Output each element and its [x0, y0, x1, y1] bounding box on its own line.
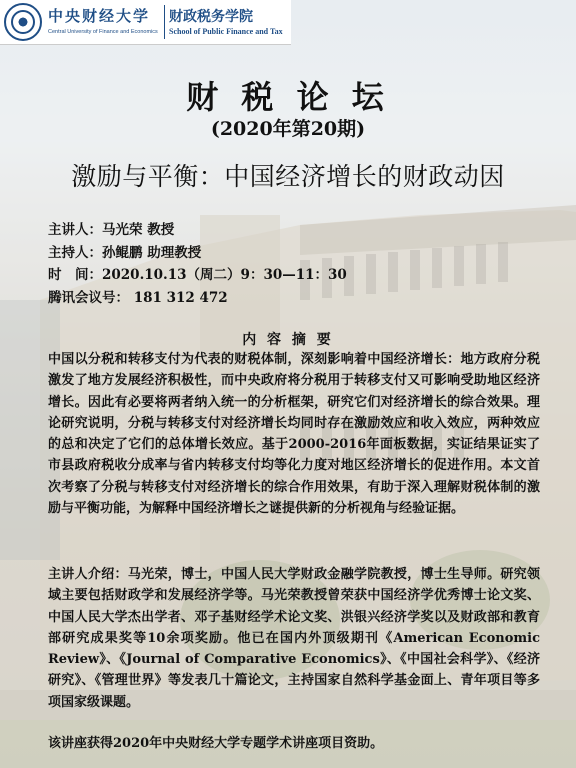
university-seal-icon [4, 3, 42, 41]
speaker-bio: 主讲人介绍：马光荣，博士，中国人民大学财政金融学院教授，博士生导师。研究领域主要包括财政学和发展经济学等。马光荣教授曾荣获中国经济学优秀博士论文奖、中国人民大学杰出学者、邓子基财经学术论文奖、洪银兴经济学奖以及财政部和教育部研究成果奖等10余项奖励。他已在国内外顶级期刊《American Economic Review》、《Journal of Comparative Economics》、《中国社会科学》、《经济研究》、《管理世界》等发表几十篇论文，主持国家自然科学基金面上、青年项目等多项国家级课题。 [48, 567, 540, 710]
header-logo-bar [0, 0, 291, 45]
lecture-details [48, 219, 347, 309]
lecture-topic: 激励与平衡：中国经济增长的财政动因 [71, 162, 505, 191]
meeting-id-line: 腾讯会议号： 181 312 472 [48, 289, 228, 306]
host-line: 主持人：孙鲲鹏 助理教授 [48, 244, 202, 261]
school-name-en: School of Public Finance and Tax [169, 27, 283, 36]
speaker-line: 主讲人：马光荣 教授 [48, 222, 175, 238]
university-name-en: Central University of Finance and Economics [48, 29, 158, 35]
abstract-heading: 内 容 摘 要 [242, 332, 334, 348]
abstract-text: 中国以分税和转移支付为代表的财税体制，深刻影响着中国经济增长：地方政府分税激发了地方发展经济积极性，而中央政府将分税用于转移支付又可影响受助地区经济增长。因此有必要将两者纳入统一的分析框架，研究它们对经济增长的综合效果。理论研究说明，分税与转移支付对经济增长均同时存在激励效应和收入效应，两种效应的总和决定了它们的总体增长效应。基于2000-2016年面板数据，实证结果证实了市县政府税收分成率与省内转移支付均等化力度对地区经济增长的促进作用。本文首次考察了分税与转移支付对经济增长的综合作用效果，有助于深入理解财税体制的激励与平衡功能，为解释中国经济增长之谜提供新的分析视角与经验证据。 [48, 352, 540, 517]
issue-number: (2020年第20期) [210, 118, 366, 140]
university-name-cn: 中央财经大学 [48, 7, 151, 25]
time-line: 时 间：2020.10.13（周二）9：30—11：30 [48, 267, 347, 283]
header-divider [164, 5, 165, 39]
forum-title: 财 税 论 坛 [186, 78, 390, 116]
school-name-cn: 财政税务学院 [169, 9, 253, 25]
funding-note: 该讲座获得2020年中央财经大学专题学术讲座项目资助。 [48, 736, 384, 751]
